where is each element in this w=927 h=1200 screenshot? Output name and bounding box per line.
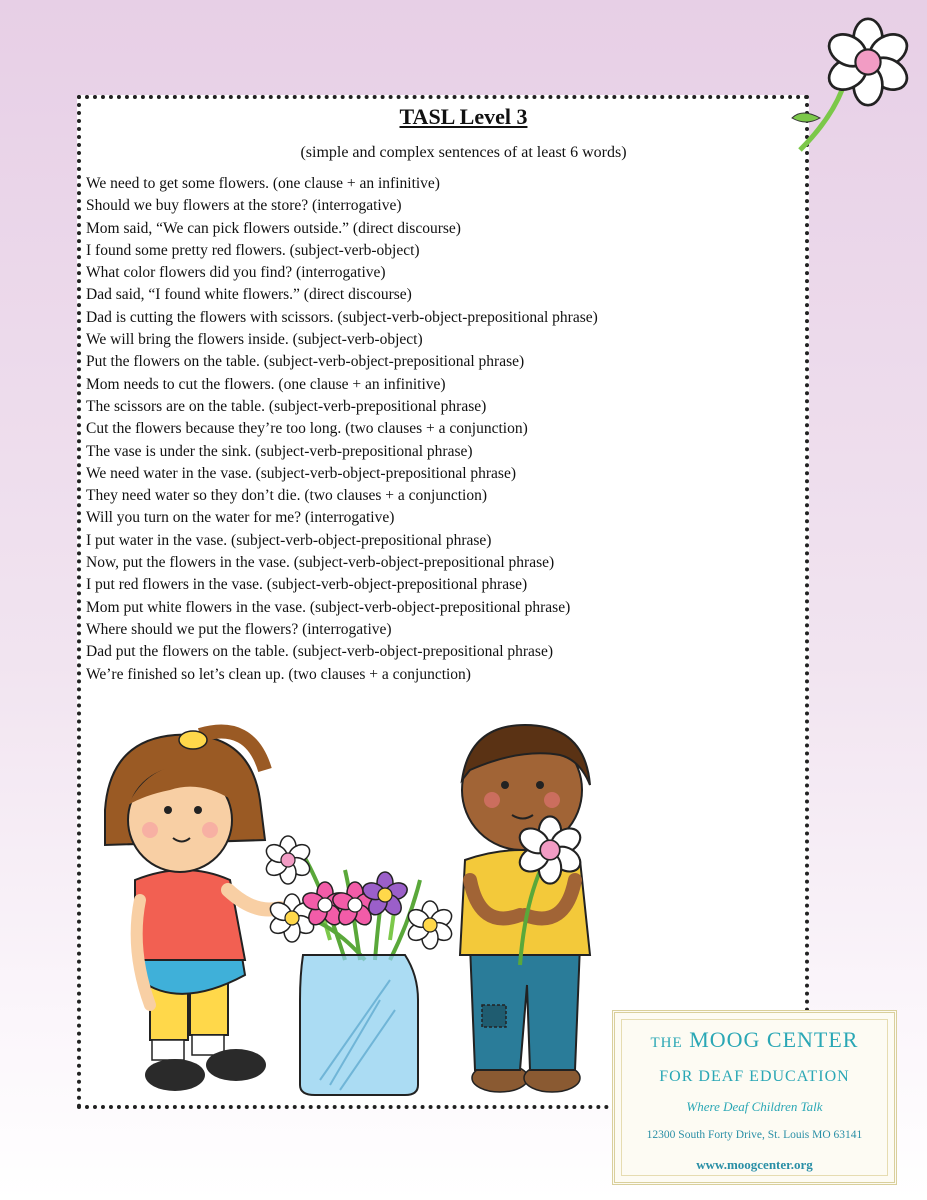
moog-center-name: THE MOOG CENTER [650, 1027, 859, 1052]
girl-illustration [105, 731, 280, 1091]
list-item: We’re finished so let’s clean up. (two clauses + a conjunction) [86, 665, 471, 683]
moog-center-subtitle: FOR DEAF EDUCATION [659, 1068, 850, 1085]
list-item: We will bring the flowers inside. (subject-verb-object) [86, 331, 423, 349]
moog-center-address: 12300 South Forty Drive, St. Louis MO 63141 [646, 1129, 863, 1141]
page-title: TASL Level 3 [399, 104, 528, 129]
corner-flower-icon [792, 19, 913, 150]
list-item: What color flowers did you find? (interrogative) [86, 264, 386, 282]
moog-center-website[interactable]: www.moogcenter.org [696, 1157, 813, 1172]
moog-center-tagline: Where Deaf Children Talk [686, 1099, 823, 1114]
list-item: The vase is under the sink. (subject-verb-prepositional phrase) [86, 442, 473, 460]
list-item: Put the flowers on the table. (subject-verb-object-prepositional phrase) [86, 353, 525, 371]
flower-vase-illustration [263, 836, 455, 1095]
list-item: Mom said, “We can pick flowers outside.” (direct discourse) [86, 219, 461, 237]
list-item: We need water in the vase. (subject-verb-object-prepositional phrase) [86, 464, 516, 482]
list-item: I put water in the vase. (subject-verb-object-prepositional phrase) [86, 531, 492, 549]
list-item: Dad said, “I found white flowers.” (direct discourse) [86, 286, 412, 304]
list-item: The scissors are on the table. (subject-verb-prepositional phrase) [86, 397, 487, 415]
moog-center-logo [612, 1010, 897, 1185]
list-item: Dad is cutting the flowers with scissors. (subject-verb-object-prepositional phrase) [86, 308, 598, 326]
list-item: Mom put white flowers in the vase. (subject-verb-object-prepositional phrase) [86, 598, 571, 616]
list-item: Cut the flowers because they’re too long. (two clauses + a conjunction) [86, 420, 528, 438]
list-item: I found some pretty red flowers. (subject-verb-object) [86, 241, 420, 259]
list-item: Should we buy flowers at the store? (interrogative) [86, 197, 402, 215]
list-item: We need to get some flowers. (one clause + an infinitive) [86, 175, 440, 192]
page-subtitle: (simple and complex sentences of at least 6 words) [300, 144, 627, 161]
list-item: Mom needs to cut the flowers. (one clause + an infinitive) [86, 375, 446, 393]
list-item: They need water so they don’t die. (two clauses + a conjunction) [86, 487, 488, 505]
boy-illustration [460, 725, 590, 1092]
list-item: I put red flowers in the vase. (subject-verb-object-prepositional phrase) [86, 576, 528, 594]
list-item: Dad put the flowers on the table. (subject-verb-object-prepositional phrase) [86, 643, 553, 661]
list-item: Now, put the flowers in the vase. (subject-verb-object-prepositional phrase) [86, 554, 555, 572]
list-item: Where should we put the flowers? (interrogative) [86, 620, 392, 638]
list-item: Will you turn on the water for me? (interrogative) [86, 509, 395, 527]
